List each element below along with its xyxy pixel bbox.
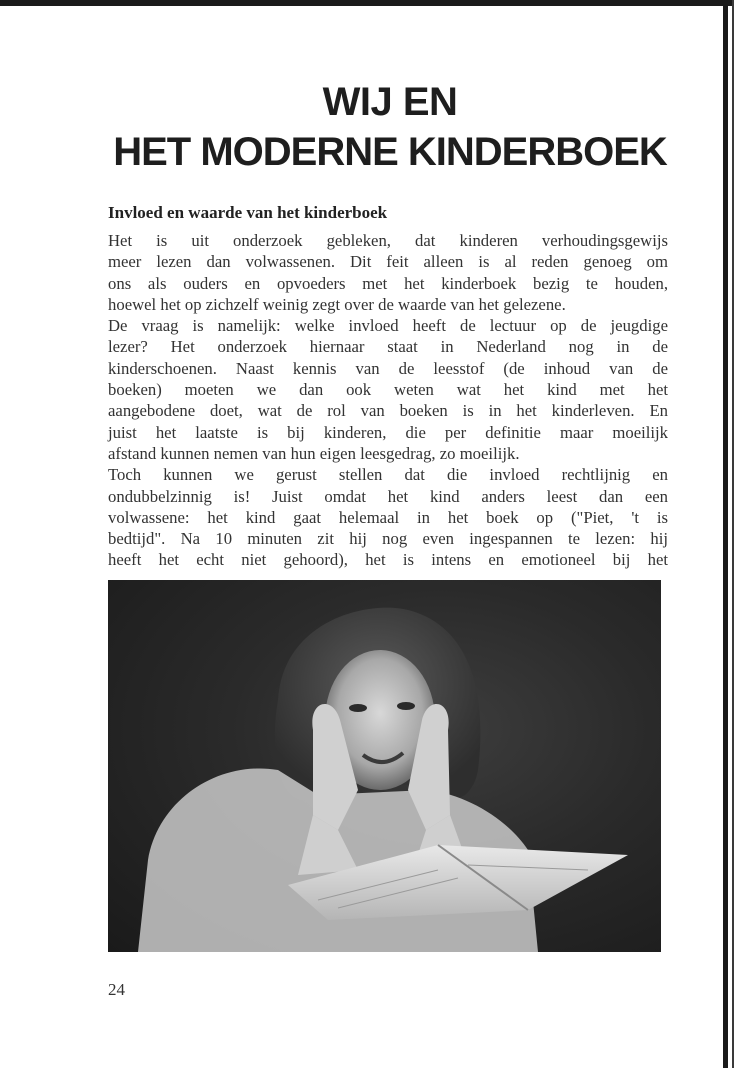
paragraph-line: De vraag is namelijk: welke invloed heeft de lectuur op de jeugdige	[108, 316, 668, 336]
paragraph-line: ondubbelzinnig is! Juist omdat het kind anders leest dan een	[108, 486, 668, 506]
right-border-rule	[723, 0, 728, 1068]
photo-illustration	[108, 580, 661, 952]
page-title-line-2: HET MODERNE KINDERBOEK	[113, 130, 667, 174]
paragraph-line: aangebodene doet, wat de rol van boeken is in het kinderleven. En	[108, 401, 668, 421]
section-heading: Invloed en waarde van het kinderboek	[108, 203, 388, 222]
paragraph-line: ons als ouders en opvoeders met het kinderboek bezig te houden,	[108, 273, 668, 293]
right-edge-rule	[732, 0, 734, 1068]
photo-girl-reading-book	[108, 580, 661, 952]
eye-right	[397, 702, 415, 710]
paragraph-line: Het is uit onderzoek gebleken, dat kinderen verhoudingsgewijs	[108, 231, 668, 250]
paragraph-line: boeken) moeten we dan ook weten wat het kind met het	[108, 380, 668, 400]
paragraph-line: Toch kunnen we gerust stellen dat die invloed rechtlijnig en	[108, 465, 668, 485]
paragraph-line: afstand kunnen nemen van hun eigen leesgedrag, zo moeilijk.	[108, 443, 520, 463]
paragraph-line: meer lezen dan volwassenen. Dit feit alleen is al reden genoeg om	[108, 252, 668, 272]
eye-left	[349, 704, 367, 712]
page-number: 24	[108, 980, 125, 999]
paragraph-line: heeft het echt niet gehoord), het is intens en emotioneel bij het	[108, 550, 668, 570]
paragraph-line: lezer? Het onderzoek hiernaar staat in Nederland nog in de	[108, 337, 668, 357]
body-paragraph	[108, 230, 668, 571]
page-title-line-1: WIJ EN	[322, 80, 458, 124]
paragraph-line: volwassene: het kind gaat helemaal in het boek op ("Piet, 't is	[108, 507, 668, 527]
paragraph-line: kinderschoenen. Naast kennis van de leesstof (de inhoud van de	[108, 358, 668, 378]
paragraph-line: juist het laatste is bij kinderen, die per definitie maar moeilijk	[108, 422, 668, 442]
paragraph-line: hoewel het op zichzelf weinig zegt over de waarde van het gelezene.	[108, 294, 566, 314]
paragraph-line: bedtijd". Na 10 minuten zit hij nog even ingespannen te lezen: hij	[108, 529, 668, 549]
top-border-rule	[0, 0, 732, 6]
